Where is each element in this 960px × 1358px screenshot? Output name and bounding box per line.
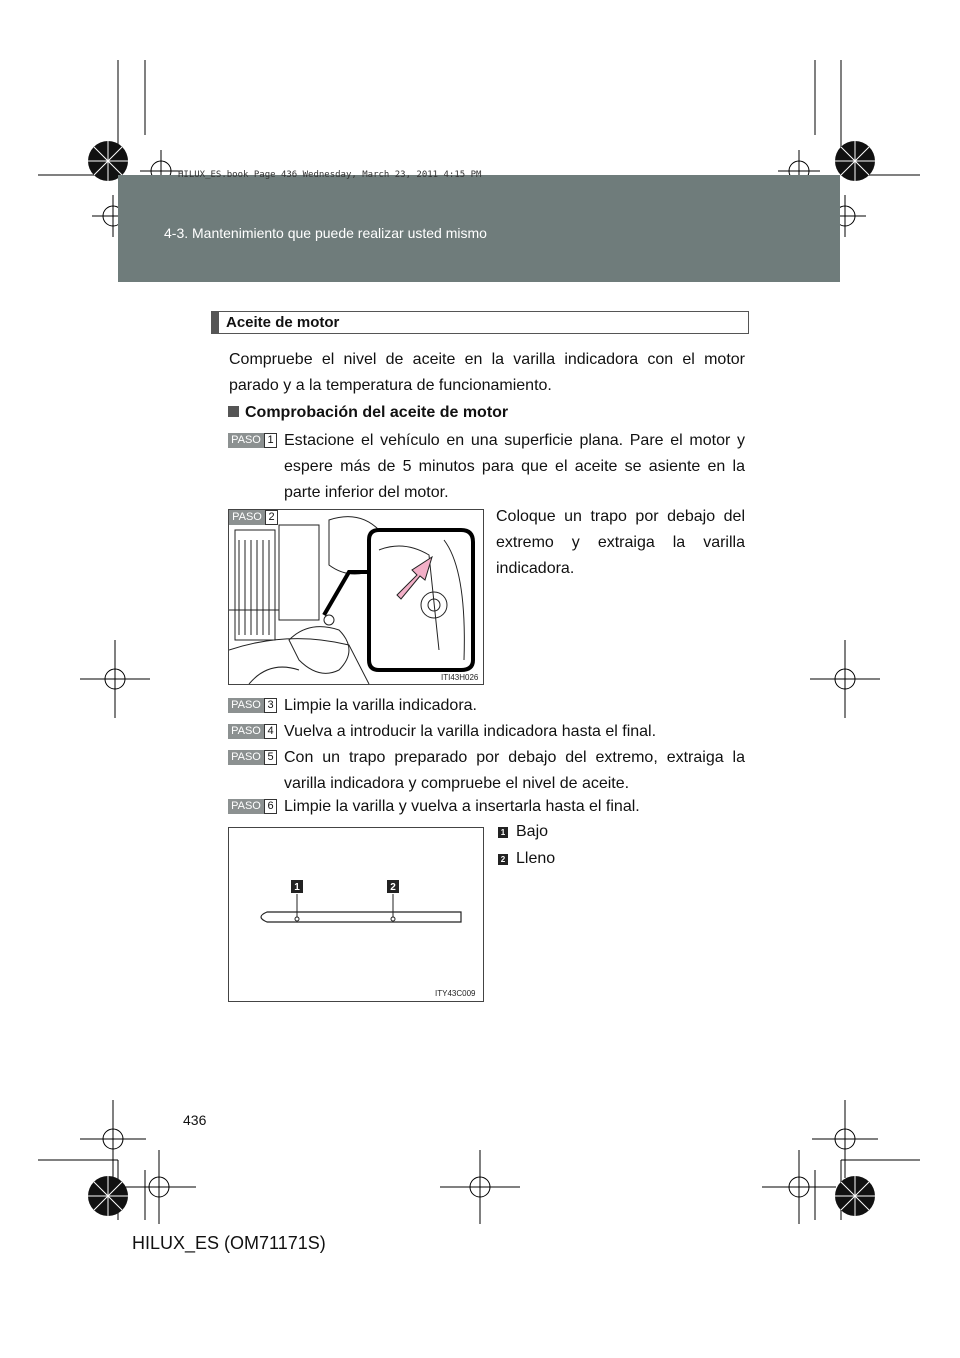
intro-paragraph: Compruebe el nivel de aceite en la varilla indicadora con el motor parado y a la temperatura de funcionamiento. (229, 351, 745, 394)
step-number: 4 (264, 724, 277, 739)
dipstick-illustration (229, 828, 483, 1001)
callout-1: 1 (294, 882, 300, 893)
step-2-text: Coloque un trapo por debajo del extremo y extraiga la varilla indicadora. (496, 508, 745, 577)
legend-label-low: Bajo (516, 823, 549, 840)
section-title: Aceite de motor (226, 314, 340, 331)
book-print-info: HILUX_ES.book Page 436 Wednesday, March 23, 2011 4:15 PM (178, 170, 482, 180)
step-label: PASO (228, 750, 264, 765)
step-label: PASO (228, 698, 264, 713)
step-3-text: Limpie la varilla indicadora. (284, 697, 477, 714)
step-label: PASO (228, 724, 264, 739)
step-badge-3 (228, 698, 277, 713)
step-badge-6 (228, 799, 277, 814)
step-6-text: Limpie la varilla y vuelva a insertarla hasta el final. (284, 798, 640, 815)
square-bullet-icon (228, 406, 239, 417)
subheading (228, 404, 508, 422)
legend-label-full: Lleno (516, 850, 556, 867)
engine-illustration (229, 510, 483, 684)
step-1-text: Estacione el vehículo en una superficie plana. Pare el motor y espere más de 5 minutos para que el aceite se asiente en la parte inferior del motor. (284, 432, 745, 501)
engine-figure-code: ITI43H026 (441, 673, 479, 682)
legend-key-1: 1 (498, 827, 508, 838)
legend-item-full (498, 850, 555, 868)
page-number: 436 (183, 1112, 207, 1128)
step-label: PASO (228, 433, 264, 448)
step-badge-1 (228, 433, 277, 448)
dipstick-level-figure (228, 827, 484, 1002)
step-badge-4 (228, 724, 277, 739)
section-title-box (211, 311, 749, 334)
legend-item-low (498, 823, 548, 841)
callout-2: 2 (390, 882, 396, 893)
step-4-text: Vuelva a introducir la varilla indicadora hasta el final. (284, 723, 657, 740)
footer-manual-code: HILUX_ES (OM71171S) (132, 1233, 326, 1253)
step-badge-5 (228, 750, 277, 765)
step-number: 6 (264, 799, 277, 814)
section-title-bar (212, 312, 219, 333)
step-number: 3 (264, 698, 277, 713)
step-label: PASO (229, 510, 265, 525)
engine-dipstick-figure (228, 509, 484, 685)
step-number: 5 (264, 750, 277, 765)
step-5-text: Con un trapo preparado por debajo del extremo, extraiga la varilla indicadora y compruebe el nivel de aceite. (284, 749, 745, 792)
dipstick-figure-code: ITY43C009 (435, 989, 476, 998)
step-number: 2 (265, 510, 278, 525)
step-number: 1 (264, 433, 277, 448)
step-badge-2 (229, 510, 278, 525)
chapter-header (118, 175, 840, 282)
chapter-section-title: 4-3. Mantenimiento que puede realizar usted mismo (164, 225, 487, 241)
step-label: PASO (228, 799, 264, 814)
legend-key-2: 2 (498, 854, 508, 865)
subheading-text: Comprobación del aceite de motor (245, 404, 509, 421)
